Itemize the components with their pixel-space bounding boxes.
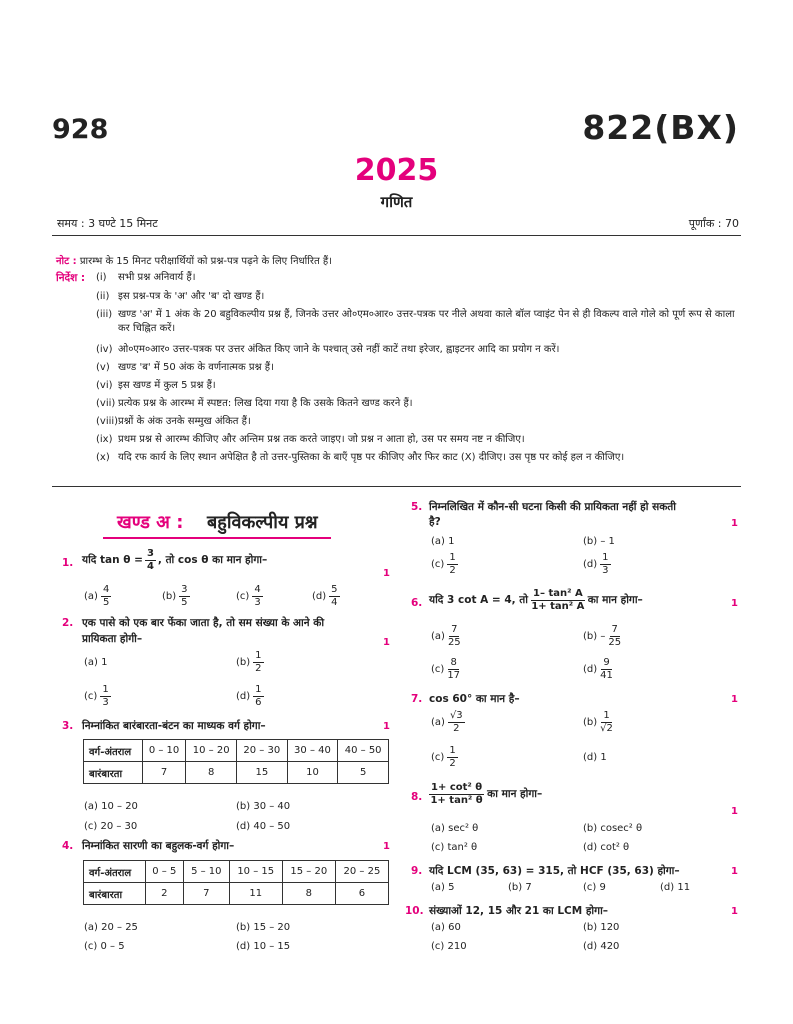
option: (b) $\frac{1}{2}$ bbox=[236, 650, 262, 674]
section-divider bbox=[52, 486, 741, 487]
frequency-table: वर्ग-अंतराल 0 – 10 10 – 20 20 – 30 30 – 40 40 – 50 बारंबारता 7 8 15 10 5 bbox=[83, 739, 389, 784]
option: (a) 60 bbox=[431, 922, 461, 933]
time-allowed: समय : 3 घण्टे 15 मिनट bbox=[57, 217, 158, 230]
option: (b) 15 – 20 bbox=[236, 922, 291, 933]
option: (b) – $\frac{7}{25}$ bbox=[583, 624, 622, 648]
option: (c) $\frac{4}{3}$ bbox=[236, 584, 261, 608]
option: (a) 5 bbox=[431, 882, 455, 893]
direction-item: (iv) ओ०एम०आर० उत्तर-पत्रक पर उत्तर अंकित किए जाने के पश्चात् उसे नहीं काटें तथा इरेजर, ह्वाइटनर आदि का प्रयोग न करें। bbox=[96, 344, 560, 355]
paper-code: 822(BX) bbox=[582, 108, 739, 147]
option: (d) $\frac{1}{3}$ bbox=[583, 552, 609, 576]
question-mark: 1 bbox=[731, 906, 738, 917]
note-text: प्रारम्भ के 15 मिनट परीक्षार्थियों को प्रश्न-पत्र पढ़ने के लिए निर्धारित हैं। bbox=[79, 256, 332, 267]
directions-label: निर्देश : bbox=[56, 272, 86, 284]
option: (d) $\frac{9}{41}$ bbox=[583, 657, 613, 681]
question-mark: 1 bbox=[383, 568, 390, 579]
option: (c) $\frac{1}{2}$ bbox=[431, 552, 456, 576]
question-mark: 1 bbox=[383, 721, 390, 732]
option: (a) $\frac{4}{5}$ bbox=[84, 584, 110, 608]
section-heading bbox=[103, 503, 331, 539]
frequency-table: वर्ग-अंतराल 0 – 5 5 – 10 10 – 15 15 – 20 20 – 25 बारंबारता 2 7 11 8 6 bbox=[83, 860, 389, 905]
option: (c) $\frac{8}{17}$ bbox=[431, 657, 461, 681]
option: (c) $\frac{1}{2}$ bbox=[431, 745, 456, 769]
option: (c) tan² θ bbox=[431, 842, 478, 853]
option: (b) $\frac{1}{√2}$ bbox=[583, 710, 613, 734]
option: (d) 11 bbox=[660, 882, 691, 893]
option: (d) 1 bbox=[583, 752, 607, 763]
direction-item: (vi) इस खण्ड में कुल 5 प्रश्न हैं। bbox=[96, 380, 216, 391]
note-label: नोट : bbox=[56, 256, 77, 267]
question-mark: 1 bbox=[383, 637, 390, 648]
option: (a) sec² θ bbox=[431, 823, 479, 834]
option: (b) 7 bbox=[508, 882, 532, 893]
option: (a) 1 bbox=[431, 536, 455, 547]
direction-item: (i) सभी प्रश्न अनिवार्य हैं। bbox=[96, 272, 196, 283]
option: (b) $\frac{3}{5}$ bbox=[162, 584, 188, 608]
note bbox=[56, 253, 332, 267]
question-mark: 1 bbox=[383, 841, 390, 852]
option: (d) $\frac{5}{4}$ bbox=[312, 584, 338, 608]
option: (a) $\frac{7}{25}$ bbox=[431, 624, 461, 648]
question-mark: 1 bbox=[731, 598, 738, 609]
option: (c) 9 bbox=[583, 882, 606, 893]
section-title: बहुविकल्पीय प्रश्न bbox=[207, 512, 318, 533]
direction-item: (viii) प्रश्नों के अंक उनके सम्मुख अंकित हैं। bbox=[96, 416, 251, 427]
option: (c) 20 – 30 bbox=[84, 821, 138, 832]
question-mark: 1 bbox=[731, 806, 738, 817]
direction-item: (v) खण्ड 'ब' में 50 अंक के वर्णनात्मक प्रश्न हैं। bbox=[96, 362, 274, 373]
option: (a) 20 – 25 bbox=[84, 922, 138, 933]
direction-item: (vii) प्रत्येक प्रश्न के आरम्भ में स्पष्टत: लिख दिया गया है कि उसके कितने खण्ड करने हैं। bbox=[96, 398, 413, 409]
option: (d) 40 – 50 bbox=[236, 821, 291, 832]
question-mark: 1 bbox=[731, 866, 738, 877]
exam-year: 2025 bbox=[354, 153, 439, 188]
option: (b) – 1 bbox=[583, 536, 615, 547]
option: (c) 0 – 5 bbox=[84, 941, 125, 952]
option: (d) cot² θ bbox=[583, 842, 630, 853]
option: (c) 210 bbox=[431, 941, 467, 952]
option: (b) cosec² θ bbox=[583, 823, 643, 834]
section-prefix: खण्ड अ : bbox=[117, 512, 184, 533]
option: (d) $\frac{1}{6}$ bbox=[236, 684, 262, 708]
option: (b) 120 bbox=[583, 922, 620, 933]
option: (d) 10 – 15 bbox=[236, 941, 291, 952]
direction-item: (ii) इस प्रश्न-पत्र के 'अ' और 'ब' दो खण्ड हैं। bbox=[96, 291, 265, 302]
option: (b) 30 – 40 bbox=[236, 801, 291, 812]
header-divider bbox=[52, 235, 741, 236]
option: (c) $\frac{1}{3}$ bbox=[84, 684, 109, 708]
direction-item: (ix) प्रथम प्रश्न से आरम्भ कीजिए और अन्तिम प्रश्न तक करते जाइए। जो प्रश्न न आता हो, उस पर समय नष्ट न कीजिए। bbox=[96, 434, 525, 445]
question-mark: 1 bbox=[731, 694, 738, 705]
option: (a) 10 – 20 bbox=[84, 801, 138, 812]
direction-item: (iii) खण्ड 'अ' में 1 अंक के 20 बहुविकल्पीय प्रश्न हैं, जिनके उत्तर ओ०एम०आर० उत्तर-पत्रक पर नीले अथवा काले बॉल प्वाइंट पेन से ही विकल्प वाले गोले को पूर्ण रूप से काला कर चिह्नित करें। bbox=[96, 309, 735, 334]
subject-title: गणित bbox=[380, 193, 413, 211]
question-mark: 1 bbox=[731, 518, 738, 529]
option: (d) 420 bbox=[583, 941, 620, 952]
max-marks: पूर्णांक : 70 bbox=[688, 217, 739, 230]
direction-item: (x) यदि रफ कार्य के लिए स्थान अपेक्षित है तो उत्तर-पुस्तिका के बाएँ पृष्ठ पर कीजिए और फिर काट (X) दीजिए। उस पृष्ठ पर कोई हल न कीजिए। bbox=[96, 452, 625, 463]
page-number: 928 bbox=[52, 114, 109, 145]
option: (a) 1 bbox=[84, 657, 108, 668]
option: (a) $\frac{√3}{2}$ bbox=[431, 710, 463, 734]
